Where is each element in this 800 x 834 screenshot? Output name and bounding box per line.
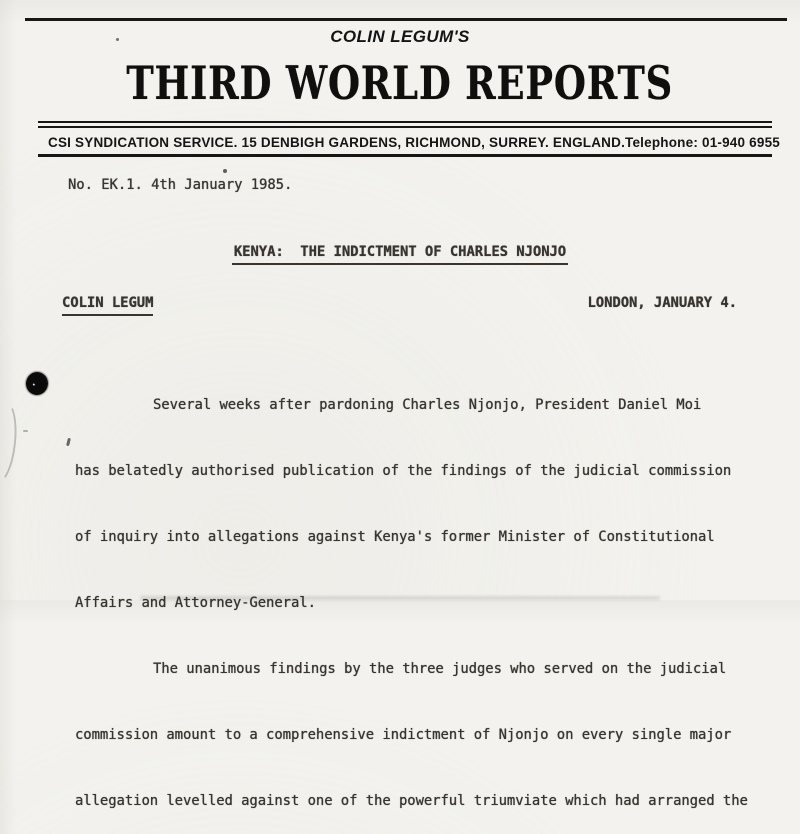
byline-row bbox=[62, 295, 737, 316]
author-byline: COLIN LEGUM bbox=[62, 295, 153, 316]
publisher-telephone: Telephone: 01-940 6955 bbox=[625, 135, 781, 150]
ink-speck bbox=[66, 438, 71, 446]
body-line: The unanimous findings by the three judges who served on the judicial bbox=[153, 661, 727, 677]
masthead-address-row bbox=[48, 135, 781, 150]
ink-speck bbox=[23, 430, 28, 432]
hole-punch-mark bbox=[25, 371, 50, 397]
body-line: has belatedly authorised publication of the findings of the judicial commission bbox=[75, 463, 732, 479]
masthead-kicker: COLIN LEGUM'S bbox=[330, 27, 470, 46]
left-edge-scan-arc bbox=[0, 399, 20, 486]
body-line: of inquiry into allegations against Kenya's former Minister of Constitutional bbox=[75, 529, 715, 545]
masthead-bottom-rule bbox=[38, 154, 772, 157]
ink-speck bbox=[223, 169, 227, 173]
body-line: allegation levelled against one of the powerful triumviate which had arranged the bbox=[75, 793, 748, 809]
body-line: Affairs and Attorney-General. bbox=[75, 595, 316, 611]
masthead-double-rule-lower bbox=[38, 126, 772, 128]
masthead-top-rule bbox=[25, 18, 787, 21]
body-line: commission amount to a comprehensive indictment of Njonjo on every single major bbox=[75, 727, 732, 743]
dateline: LONDON, JANUARY 4. bbox=[587, 295, 737, 311]
partial-next-line-smear bbox=[140, 596, 660, 600]
article-body bbox=[75, 356, 757, 834]
masthead-double-rule-upper bbox=[38, 121, 772, 123]
masthead-title-text: THIRD WORLD REPORTS bbox=[126, 56, 674, 110]
article-headline: KENYA: THE INDICTMENT OF CHARLES NJONJO bbox=[232, 244, 568, 265]
article-headline-row bbox=[0, 243, 800, 265]
masthead-title bbox=[0, 56, 800, 110]
ink-speck bbox=[116, 38, 119, 41]
publisher-address: CSI SYNDICATION SERVICE. 15 DENBIGH GARDENS, RICHMOND, SURREY. ENGLAND. bbox=[48, 135, 626, 150]
issue-number-and-date: No. EK.1. 4th January 1985. bbox=[68, 177, 293, 193]
body-line: Several weeks after pardoning Charles Njonjo, President Daniel Moi bbox=[153, 397, 702, 413]
